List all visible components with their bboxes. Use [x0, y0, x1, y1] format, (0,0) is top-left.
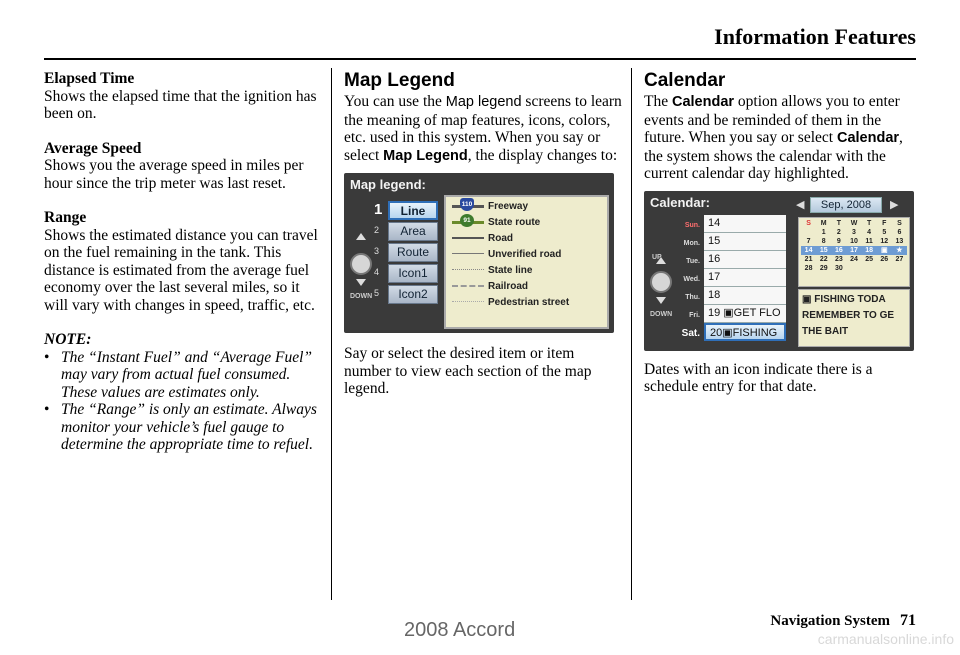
list-item[interactable]: 14	[704, 215, 786, 233]
grid-day-cell[interactable]	[892, 264, 907, 273]
grid-day-cell[interactable]: 9	[836, 237, 841, 245]
list-item[interactable]: 19 ▣GET FLO	[704, 305, 786, 323]
grid-day-cell[interactable]: 26	[880, 255, 889, 263]
grid-header-cell: M	[820, 219, 827, 227]
legend-row-road: Road	[446, 229, 607, 245]
grid-day-cell[interactable]: 21	[804, 255, 813, 263]
header-rule	[44, 58, 916, 60]
grid-day-cell[interactable]: 24	[850, 255, 858, 263]
column-divider-2	[631, 68, 632, 600]
grid-day-cell[interactable]: 27	[895, 255, 904, 263]
calendar-month-label: Sep, 2008	[810, 197, 882, 213]
page-title: Information Features	[714, 24, 916, 49]
grid-day-cell[interactable]: 3	[852, 228, 856, 236]
down-arrow-icon	[356, 279, 366, 286]
up-arrow-icon	[356, 233, 366, 240]
column-divider-1	[331, 68, 332, 600]
legend-row-freeway: 110 Freeway	[446, 197, 607, 213]
grid-day-cell[interactable]: 5	[882, 228, 887, 236]
unverified-road-line-icon	[452, 253, 484, 254]
event-preview: ▣ FISHING TODA REMEMBER TO GE THE BAIT	[798, 289, 910, 347]
pedestrian-street-line-icon	[452, 301, 484, 302]
line-legend-panel	[444, 195, 609, 329]
grid-header-cell: T	[866, 219, 872, 227]
grid-day-cell[interactable]: ★	[892, 246, 907, 255]
grid-day-cell[interactable]: 25	[865, 255, 874, 263]
map-legend-intro: You can use the Map legend screens to learn the meaning of map features, icons, colors, etc. used in this system. When you say or select Map Legend, the display changes to:	[344, 93, 622, 164]
note-item: • The “Instant Fuel” and “Average Fuel” may vary from actual fuel consumed. These values are estimates only.	[44, 349, 322, 402]
column-calendar	[644, 70, 922, 396]
grid-header-cell: T	[836, 219, 841, 227]
legend-row-railroad: Railroad	[446, 277, 607, 293]
grid-day-cell[interactable]: 14	[801, 246, 816, 255]
elapsed-time-term: Elapsed Time	[44, 70, 135, 87]
grid-day-cell[interactable]: 12	[880, 237, 889, 245]
grid-day-cell[interactable]: 6	[897, 228, 902, 236]
down-label: DOWN	[650, 310, 673, 318]
grid-day-cell[interactable]: 29	[819, 264, 828, 272]
average-speed-desc: Shows you the average speed in miles per hour since the trip meter was last reset.	[44, 157, 304, 192]
list-item-selected[interactable]: 20▣FISHING	[704, 323, 786, 341]
grid-day-cell[interactable]: 2	[836, 228, 841, 236]
list-item[interactable]: 17	[704, 269, 786, 287]
map-legend-heading: Map Legend	[344, 70, 455, 91]
note-item: • The “Range” is only an estimate. Always monitor your vehicle’s fuel gauge to determine the appropriate time to refuel.	[44, 401, 322, 454]
grid-day-cell[interactable]: ▣	[877, 246, 892, 255]
range-desc: Shows the estimated distance you can travel on the fuel remaining in the tank. This distance is estimated from the average fuel economy over the last several miles, so it will vary with changes in speed, traffic, etc.	[44, 226, 318, 314]
grid-day-cell[interactable]: 30	[834, 264, 843, 272]
legend-row-unverified-road: Unverified road	[446, 245, 607, 261]
range-section	[44, 209, 322, 314]
grid-header-cell: S	[806, 219, 811, 227]
map-legend-item-numbers: 1 2 3 4 5	[374, 201, 383, 298]
route-button[interactable]: Route	[388, 243, 438, 262]
calendar-weekday-labels: Sun. Mon. Tue. Wed. Thu. Fri. Sat.	[681, 221, 700, 339]
map-legend-buttons	[388, 201, 438, 306]
selector-knob-icon[interactable]	[650, 271, 672, 293]
grid-day-cell[interactable]: 28	[804, 264, 813, 272]
elapsed-time-section	[44, 70, 322, 123]
railroad-line-icon	[452, 285, 484, 287]
grid-day-cell[interactable]	[846, 264, 861, 273]
list-item[interactable]: 15	[704, 233, 786, 251]
state-line-icon	[452, 269, 484, 270]
grid-day-cell[interactable]: 23	[834, 255, 843, 263]
selector-knob-icon[interactable]	[350, 253, 372, 275]
grid-day-cell[interactable]: 11	[865, 237, 873, 245]
note-title: NOTE:	[44, 331, 92, 348]
list-item[interactable]: 16	[704, 251, 786, 269]
grid-day-cell[interactable]	[862, 264, 877, 273]
grid-day-cell[interactable]: 22	[819, 255, 828, 263]
column-map-legend	[344, 70, 622, 398]
list-item[interactable]: 18	[704, 287, 786, 305]
interstate-shield-icon: 110	[460, 198, 474, 211]
grid-day-cell[interactable]	[801, 228, 816, 237]
average-speed-section	[44, 140, 322, 193]
map-legend-after-text: Say or select the desired item or item number to view each section of the map legend.	[344, 345, 592, 397]
next-month-icon[interactable]: ▶	[890, 198, 899, 211]
footer-label: Navigation System	[770, 613, 890, 629]
grid-day-cell[interactable]: 7	[806, 237, 811, 245]
elapsed-time-desc: Shows the elapsed time that the ignition has been on.	[44, 87, 317, 122]
calendar-after-text: Dates with an icon indicate there is a schedule entry for that date.	[644, 360, 873, 395]
watermark: 2008 Accord	[404, 619, 516, 641]
down-arrow-icon	[656, 297, 666, 304]
legend-row-pedestrian-street: Pedestrian street	[446, 293, 607, 309]
icon2-button[interactable]: Icon2	[388, 285, 438, 304]
grid-day-cell[interactable]: 10	[850, 237, 858, 245]
grid-day-cell[interactable]: 16	[831, 246, 846, 255]
prev-month-icon[interactable]: ◀	[796, 198, 805, 211]
grid-header-cell: W	[850, 219, 858, 227]
area-button[interactable]: Area	[388, 222, 438, 241]
grid-day-cell[interactable]: 1	[821, 228, 826, 236]
grid-day-cell[interactable]: 15	[816, 246, 831, 255]
month-grid	[798, 217, 910, 287]
calendar-screen-title: Calendar:	[650, 194, 710, 210]
grid-header-cell: S	[897, 219, 902, 227]
average-speed-term: Average Speed	[44, 139, 142, 157]
legend-row-state-route: 91 State route	[446, 213, 607, 229]
calendar-intro: The Calendar option allows you to enter events and be reminded of them in the future. When you say or select Calendar, the system shows the calendar with the current calendar day highlighted.	[644, 93, 903, 182]
grid-day-cell[interactable]	[877, 264, 892, 273]
legend-row-state-line: State line	[446, 261, 607, 277]
grid-day-cell[interactable]: 13	[895, 237, 904, 245]
map-legend-screen-title: Map legend:	[350, 177, 426, 192]
grid-day-cell[interactable]: 8	[821, 237, 826, 245]
state-shield-icon: 91	[460, 214, 474, 227]
road-line-icon	[452, 237, 484, 239]
note-list	[44, 349, 322, 454]
calendar-day-list	[704, 215, 786, 341]
grid-day-cell[interactable]: 18	[862, 246, 877, 255]
calendar-screen	[644, 191, 914, 351]
map-legend-screen	[344, 173, 614, 333]
grid-day-cell[interactable]: 4	[867, 228, 872, 236]
grid-day-cell[interactable]: 17	[846, 246, 861, 255]
grid-header-cell: F	[882, 219, 887, 227]
column-trip-info	[44, 70, 322, 454]
up-arrow-icon	[656, 257, 666, 264]
watermark-site: carmanualsonline.info	[817, 631, 954, 647]
line-button[interactable]: Line	[388, 201, 438, 220]
up-label: UP	[652, 253, 662, 261]
range-term: Range	[44, 209, 87, 226]
page-footer	[770, 612, 916, 630]
icon1-button[interactable]: Icon1	[388, 264, 438, 283]
down-label: DOWN	[350, 293, 373, 300]
calendar-heading: Calendar	[644, 70, 726, 91]
page-number: 71	[900, 612, 916, 629]
